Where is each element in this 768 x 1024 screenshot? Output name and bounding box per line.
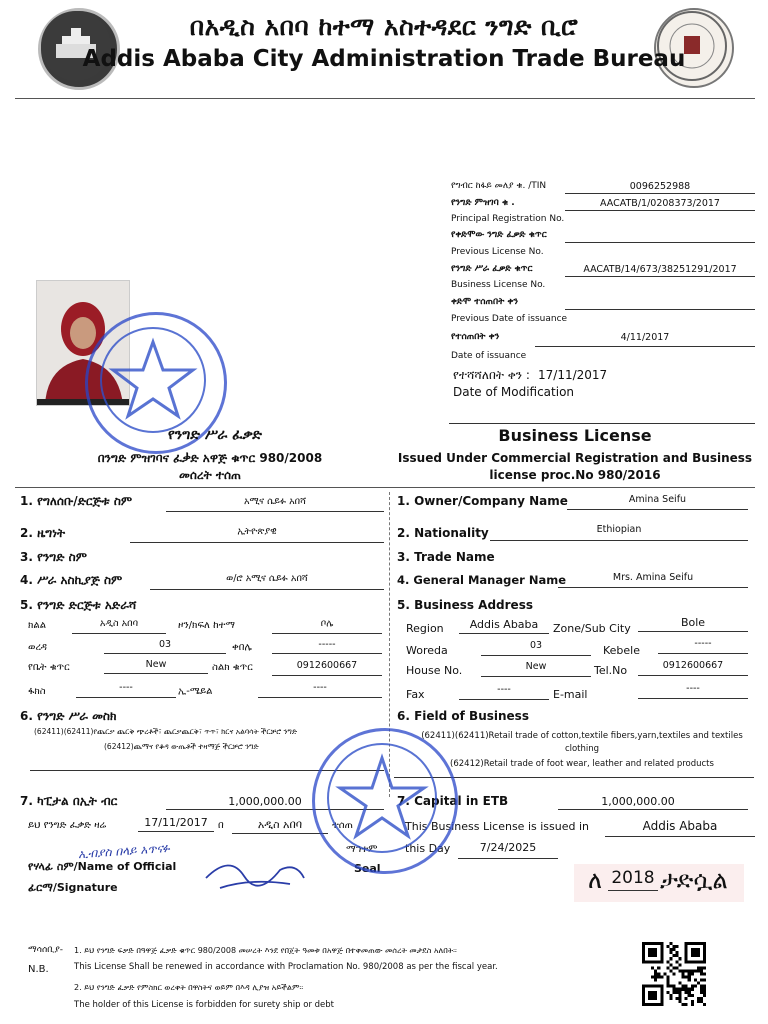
left-nationality-label: 2. ዜግነት xyxy=(20,526,66,540)
left-region-label: ክልል xyxy=(28,620,47,631)
left-field-of-business-label: 6. የንግድ ሥራ መስክ xyxy=(20,709,117,723)
right-email-line xyxy=(638,697,748,699)
right-zone-line xyxy=(638,630,748,632)
right-nationality-value: Ethiopian xyxy=(596,524,642,535)
left-nationality-value: ኢትዮጵያዊ xyxy=(237,526,277,537)
right-region-label: Region xyxy=(406,622,444,635)
note-2-am: 2. ይህ የንግድ ፈቃድ የምስክር ወረቀት በዋስትና ወይም በእዳ ሊያዝ አይችልም። xyxy=(74,983,304,992)
left-woreda-value: 03 xyxy=(158,639,172,650)
right-woreda-value: 03 xyxy=(529,640,543,651)
left-renew-prefix: ይህ የንግድ ፈቃድ ዛሬ xyxy=(28,820,107,831)
right-house-line xyxy=(481,675,591,677)
license-subtitle-am-2: መሰረት ተሰጠ xyxy=(178,468,241,482)
prev-license-label-am: የቀድሞው ንግድ ፈቃድ ቁጥር xyxy=(451,230,547,240)
license-title-en: Business License xyxy=(498,426,652,445)
left-zone-label: ዞን/ክፍለ ከተማ xyxy=(178,620,235,631)
issue-date-line xyxy=(535,345,755,347)
right-tel-label: Tel.No xyxy=(594,664,628,677)
renewal-year-value: 2018 xyxy=(611,868,655,888)
handwritten-signature xyxy=(200,848,310,902)
left-woreda-line xyxy=(104,652,226,654)
left-field-line-1: (62411)(62411)የጨርቃ ጨርቅ ጭረቶች፣ ጨርቃጨርቅ፣ ጥጥ፣ ክርና አልባሳት ችርቻሮ ንግድ xyxy=(34,727,298,736)
business-license-label-am: የንግድ ሥራ ፈቃድ ቁጥር xyxy=(451,264,533,274)
right-issued-city-line xyxy=(605,835,755,837)
left-email-value: ---- xyxy=(313,682,327,693)
left-nationality-line xyxy=(130,541,384,543)
license-subtitle-en-2: license proc.No 980/2016 xyxy=(489,468,661,482)
left-region-value: አዲስ አበባ xyxy=(99,618,139,629)
right-tel-line xyxy=(638,674,748,676)
prev-date-label-en: Previous Date of issuance xyxy=(451,314,568,324)
left-address-label: 5. የንግድ ድርጅቱ አድራሻ xyxy=(20,598,137,612)
business-license-value: AACATB/14/673/38251291/2017 xyxy=(583,264,737,275)
renewal-year-line xyxy=(608,890,658,891)
official-name-label: የሃላፊ ስም/Name of Official xyxy=(28,860,177,873)
left-house-value: New xyxy=(145,659,167,670)
license-title-am: የንግድ ሥራ ፈቃድ xyxy=(168,427,262,443)
left-field-line-2: (62412)ጨማና የቆዳ ውጤቶች ተዛማጅ ችርቻሮ ንግድ xyxy=(104,742,259,751)
issue-date-label-am: የተሰጠበት ቀን xyxy=(451,332,500,342)
left-house-line xyxy=(104,672,208,674)
right-house-label: House No. xyxy=(406,664,463,677)
tin-label: የግብር ከፋይ መለያ ቁ. /TIN xyxy=(451,181,547,191)
left-trade-name-label: 3. የንግድ ስም xyxy=(20,550,87,564)
right-issued-label: This Business License is issued in xyxy=(405,820,589,833)
right-woreda-label: Woreda xyxy=(406,644,448,657)
right-owner-value: Amina Seifu xyxy=(628,494,687,505)
right-manager-label: 4. General Manager Name xyxy=(397,573,567,587)
right-email-value: ---- xyxy=(686,683,700,694)
license-subtitle-en-1: Issued Under Commercial Registration and Business xyxy=(397,451,753,465)
left-manager-label: 4. ሥራ አስኪያጅ ስም xyxy=(20,573,123,587)
left-woreda-label: ወረዳ xyxy=(28,642,47,653)
header-title-english: Addis Ababa City Administration Trade Bureau xyxy=(82,46,686,72)
left-manager-line xyxy=(150,588,384,590)
right-zone-value: Bole xyxy=(680,616,706,629)
right-zone-label: Zone/Sub City xyxy=(553,622,631,635)
reg-label-am: የንግድ ምዝገባ ቁ . xyxy=(451,198,515,208)
body-top-rule xyxy=(15,487,755,488)
right-fax-line xyxy=(459,698,549,700)
right-day-line xyxy=(458,857,558,859)
modification-label-am: የተሻሻለበት ቀን : xyxy=(453,368,530,382)
right-field-line-3: (62412)Retail trade of foot wear, leather and related products xyxy=(450,759,714,769)
tin-value: 0096252988 xyxy=(629,181,691,192)
left-email-line xyxy=(258,696,382,698)
right-fax-value: ---- xyxy=(497,684,511,695)
left-tel-line xyxy=(272,674,382,676)
left-kebele-line xyxy=(272,652,382,654)
right-trade-name-label: 3. Trade Name xyxy=(397,550,495,564)
left-owner-value: አሚና ሴይፉ አበሻ xyxy=(243,496,307,507)
left-capital-label: 7. ካፒታል በኢት ብር xyxy=(20,794,118,808)
qr-code xyxy=(642,942,706,1006)
left-owner-label: 1. የግለሰቡ/ድርጅቱ ስም xyxy=(20,494,133,508)
note-label-am: ማሳሰቢያ- xyxy=(28,945,63,955)
seal-label-en: Seal xyxy=(354,862,381,875)
left-renew-suffix: ተሰጠ xyxy=(332,820,353,831)
reg-label-en: Principal Registration No. xyxy=(451,214,565,224)
left-kebele-value: ----- xyxy=(318,639,336,650)
header-title-amharic: በአዲስ አበባ ከተማ አስተዳደር ንግድ ቢሮ xyxy=(189,12,579,41)
license-title-rule xyxy=(449,423,755,424)
reg-value: AACATB/1/0208373/2017 xyxy=(600,198,720,209)
right-day-value: 7/24/2025 xyxy=(479,841,537,854)
right-capital-value: 1,000,000.00 xyxy=(601,795,675,808)
left-fax-label: ፋክስ xyxy=(28,686,46,697)
right-manager-line xyxy=(558,586,748,588)
prev-date-line xyxy=(565,308,755,310)
license-subtitle-am-1: በንግድ ምዝገባና ፈቃድ አዋጅ ቁጥር 980/2008 xyxy=(97,451,323,465)
right-kebele-label: Kebele xyxy=(603,644,641,657)
left-fax-line xyxy=(76,696,176,698)
right-field-of-business-label: 6. Field of Business xyxy=(397,709,529,723)
right-region-value: Addis Ababa xyxy=(469,618,539,631)
left-kebele-label: ቀበሌ xyxy=(232,642,252,653)
tin-line xyxy=(565,192,755,194)
left-capital-value: 1,000,000.00 xyxy=(228,795,302,808)
left-tel-value: 0912600667 xyxy=(296,660,358,671)
right-owner-line xyxy=(567,508,748,510)
left-owner-line xyxy=(166,510,384,512)
right-address-label: 5. Business Address xyxy=(397,598,533,612)
left-renew-date: 17/11/2017 xyxy=(144,816,208,829)
left-renew-date-line xyxy=(138,830,214,832)
modification-value: 17/11/2017 xyxy=(538,368,608,382)
issue-date-label-en: Date of issuance xyxy=(451,351,527,361)
seal-label-am: ማኅተም xyxy=(346,844,378,855)
right-manager-value: Mrs. Amina Seifu xyxy=(612,572,694,583)
right-tel-value: 0912600667 xyxy=(662,660,724,671)
left-renew-city: አዲስ አበባ xyxy=(257,818,303,831)
renewal-year-suffix: ታድሷል xyxy=(660,866,728,894)
business-license-label-en: Business License No. xyxy=(451,280,546,290)
note-1-en: This License Shall be renewed in accordance with Proclamation No. 980/2008 as per the fiscal year. xyxy=(74,962,498,972)
left-zone-value: ቦሌ xyxy=(320,618,334,629)
handwritten-official-name: ኢብያስ በላይ አጥናፉ xyxy=(77,840,171,862)
note-label-en: N.B. xyxy=(28,964,49,975)
prev-license-label-en: Previous License No. xyxy=(451,247,544,257)
right-kebele-line xyxy=(658,652,748,654)
reg-line xyxy=(565,209,755,211)
right-capital-label: 7. Capital in ETB xyxy=(397,794,509,808)
left-region-line xyxy=(72,632,166,634)
right-fax-label: Fax xyxy=(406,688,425,701)
right-email-label: E-mail xyxy=(553,688,588,701)
note-1-am: 1. ይህ የንግድ ፍቃድ በዓዋጅ ፈቃድ ቁጥር 980/2008 መሠረት እንደ የበጀት ዓመቱ በአዋጅ በተቀመጠው መሰረት መታደስ አለበት። xyxy=(74,946,457,955)
right-nationality-label: 2. Nationality xyxy=(397,526,489,540)
right-region-line xyxy=(459,632,549,634)
note-2-en: The holder of this License is forbidden for surety ship or debt xyxy=(74,1000,335,1010)
issue-date-value: 4/11/2017 xyxy=(620,332,670,343)
right-kebele-value: ----- xyxy=(694,638,712,649)
right-nationality-line xyxy=(490,539,748,541)
right-issued-city: Addis Ababa xyxy=(642,819,718,833)
left-renew-mid: በ xyxy=(218,820,224,831)
business-license-line xyxy=(565,275,755,277)
right-house-value: New xyxy=(525,661,547,672)
official-stamp-lower xyxy=(312,728,458,874)
left-house-label: የቤት ቁጥር xyxy=(28,662,70,673)
header-divider xyxy=(15,98,755,99)
left-tel-label: ስልክ ቁጥር xyxy=(212,662,253,673)
left-fax-value: ---- xyxy=(119,682,133,693)
right-day-label: this Day xyxy=(405,842,451,855)
left-manager-value: ወ/ሮ አሚና ሴይፉ አበሻ xyxy=(226,573,308,584)
left-email-label: ኢ-ሜይል xyxy=(178,686,213,697)
left-zone-line xyxy=(272,632,382,634)
modification-label-en: Date of Modification xyxy=(453,385,575,399)
right-capital-line xyxy=(558,808,748,810)
renewal-year-prefix: ለ xyxy=(588,866,603,894)
right-field-line-2: clothing xyxy=(564,744,600,754)
right-field-line-1: (62411)(62411)Retail trade of cotton,textile fibers,yarn,textiles and textiles xyxy=(421,731,743,741)
right-woreda-line xyxy=(481,654,591,656)
signature-label: ፊርማ/Signature xyxy=(28,881,118,894)
prev-license-line xyxy=(565,241,755,243)
prev-date-label-am: ቀድሞ ተሰጠበት ቀን xyxy=(451,297,519,307)
right-owner-label: 1. Owner/Company Name xyxy=(397,494,568,508)
